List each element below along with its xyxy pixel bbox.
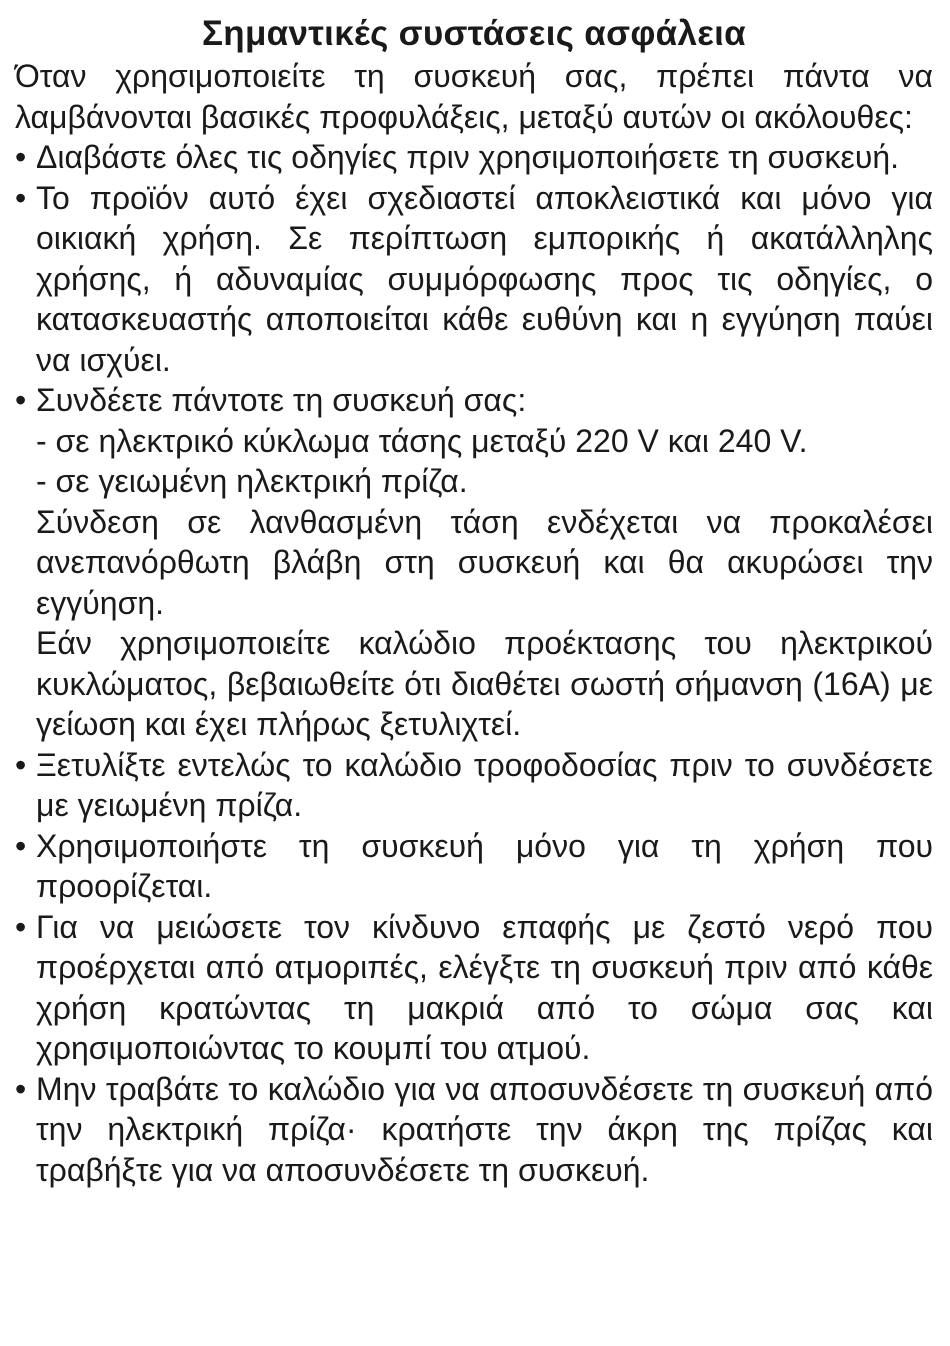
list-item (15, 137, 933, 178)
bullet-icon: • (15, 139, 27, 175)
voltage-warning-note: Σύνδεση σε λανθασμένη τάση ενδέχεται να προκαλέσει ανεπανόρθωτη βλάβη στη συσκευή και θα ακυρώσει την εγγύηση. (36, 503, 933, 621)
sub-item-grounded-socket: - σε γειωμένη ηλεκτρική πρίζα. (36, 463, 468, 499)
list-item-text: Μην τραβάτε το καλώδιο για να αποσυνδέσετε τη συσκευή από την ηλεκτρική πρίζα· κρατήστε την άκρη της πρίζας και τραβήξτε για να αποσυνδέσετε τη συσκευή. (36, 1070, 933, 1188)
list-item-text: Διαβάστε όλες τις οδηγίες πριν χρησιμοποιήσετε τη συσκευή. (36, 139, 899, 175)
list-item (15, 1069, 933, 1191)
list-item-text: Για να μειώσετε τον κίνδυνο επαφής με ζεστό νερό που προέρχεται από ατμοριπές, ελέγξτε τη συσκευή πριν από κάθε χρήση κρατώντας τη μακριά από το σώμα σας και χρησιμοποιώντας το κουμπί του ατμού. (36, 908, 933, 1066)
bullet-icon: • (15, 382, 27, 418)
list-item-text: Ξετυλίξτε εντελώς το καλώδιο τροφοδοσίας πριν το συνδέσετε με γειωμένη πρίζα. (36, 746, 933, 823)
sub-item-voltage: - σε ηλεκτρικό κύκλωμα τάσης μεταξύ 220 V και 240 V. (36, 422, 808, 459)
document-page (15, 12, 933, 1190)
bullet-icon: • (15, 908, 27, 945)
list-item-text: Το προϊόν αυτό έχει σχεδιαστεί αποκλειστικά και μόνο για οικιακή χρήση. Σε περίπτωση εμπορικής ή ακατάλληλης χρήσης, ή αδυναμίας συμμόρφωσης προς τις οδηγίες, ο κατασκευαστής αποποιείται κάθε ευθύνη και η εγγύηση παύει να ισχύει. (36, 179, 933, 378)
page-title: Σημαντικές συστάσεις ασφάλεια (201, 14, 746, 53)
bullet-icon: • (15, 827, 27, 864)
list-item (15, 907, 933, 1069)
safety-list (15, 137, 933, 1190)
list-item (15, 178, 933, 381)
list-item-text: Χρησιμοποιήστε τη συσκευή μόνο για τη χρήση που προορίζεται. (36, 827, 933, 904)
list-item (15, 826, 933, 907)
bullet-icon: • (15, 746, 27, 783)
list-item (15, 380, 933, 745)
intro-paragraph: Όταν χρησιμοποιείτε τη συσκευή σας, πρέπει πάντα να λαμβάνονται βασικές προφυλάξεις, μεταξύ αυτών οι ακόλουθες: (15, 58, 933, 135)
bullet-icon: • (15, 179, 27, 216)
list-item-text: Συνδέετε πάντοτε τη συσκευή σας: (36, 382, 527, 418)
extension-cord-note: Εάν χρησιμοποιείτε καλώδιο προέκτασης του ηλεκτρικού κυκλώματος, βεβαιωθείτε ότι διαθέτει σωστή σήμανση (16A) με γείωση και έχει πλήρως ξετυλιχτεί. (36, 625, 933, 742)
bullet-icon: • (15, 1070, 27, 1107)
list-item (15, 745, 933, 826)
